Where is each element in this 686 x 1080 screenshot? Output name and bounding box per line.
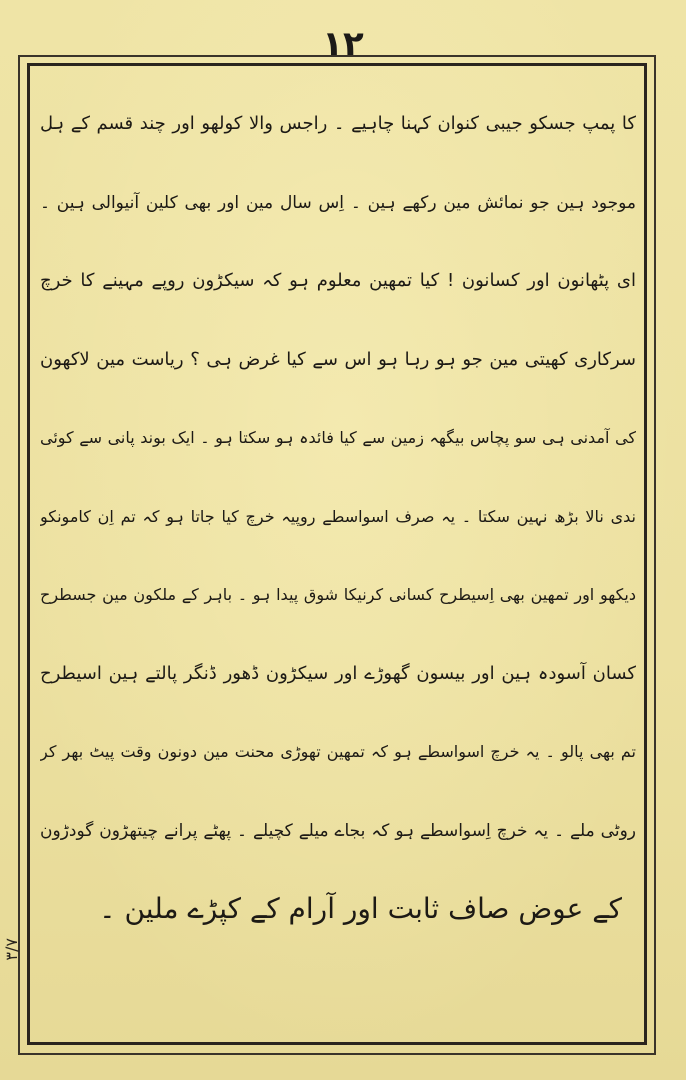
page-number: ۱۲: [322, 24, 364, 64]
text-block: [40, 92, 636, 956]
text-line: تم بھی پالو ۔ یہ خرچ اسواسطے ہو کہ تمھین تھوڑی محنت مین دونون وقت پیٹ بھر کر: [40, 742, 636, 761]
text-line: موجود ہین جو نمائش مین رکھے ہین ۔ اِس سال مین اور بھی کلین آنیوالی ہین ۔: [40, 192, 636, 213]
text-line: روٹی ملے ۔ یہ خرچ اِسواسطے ہو کہ بجاے میلے کچیلے ۔ پھٹے پرانے چیتھڑون گودڑون: [40, 820, 636, 841]
text-line: ای پٹھانون اور کسانون ! کیا تمھین معلوم ہو کہ سیکڑون روپے مہینے کا خرچ: [40, 270, 636, 291]
text-line: دیکھو اور تمھین بھی اِسیطرح کسانی کرنیکا شوق پیدا ہو ۔ باہر کے ملکون مین جسطرح: [40, 585, 636, 604]
text-line: ندی نالا بڑھ نہین سکتا ۔ یہ صرف اسواسطے روپیہ خرچ کیا جاتا ہو کہ تم اِن کامونکو: [40, 506, 636, 526]
margin-note: ۳/۷: [2, 938, 21, 961]
text-line: کے عوض صاف ثابت اور آرام کے کپڑے ملین ۔: [99, 892, 622, 925]
text-line: سرکاری کھیتی مین جو ہو رہا ہو اس سے کیا غرض ہی ؟ ریاست مین لاکھون: [40, 348, 636, 370]
text-line: کا پمپ جسکو جیبی کنوان کہنا چاہیے ۔ راجس والا کولھو اور چند قسم کے ہل: [40, 113, 636, 134]
text-line: کسان آسودہ ہین اور بیسون گھوڑے اور سیکڑون ڈھور ڈنگر پالتے ہین اسیطرح: [40, 662, 636, 684]
text-line: کی آمدنی ہی سو پچاس بیگھہ زمین سے کیا فائدہ ہو سکتا ہو ۔ ایک بوند پانی سے کوئی: [40, 428, 636, 447]
